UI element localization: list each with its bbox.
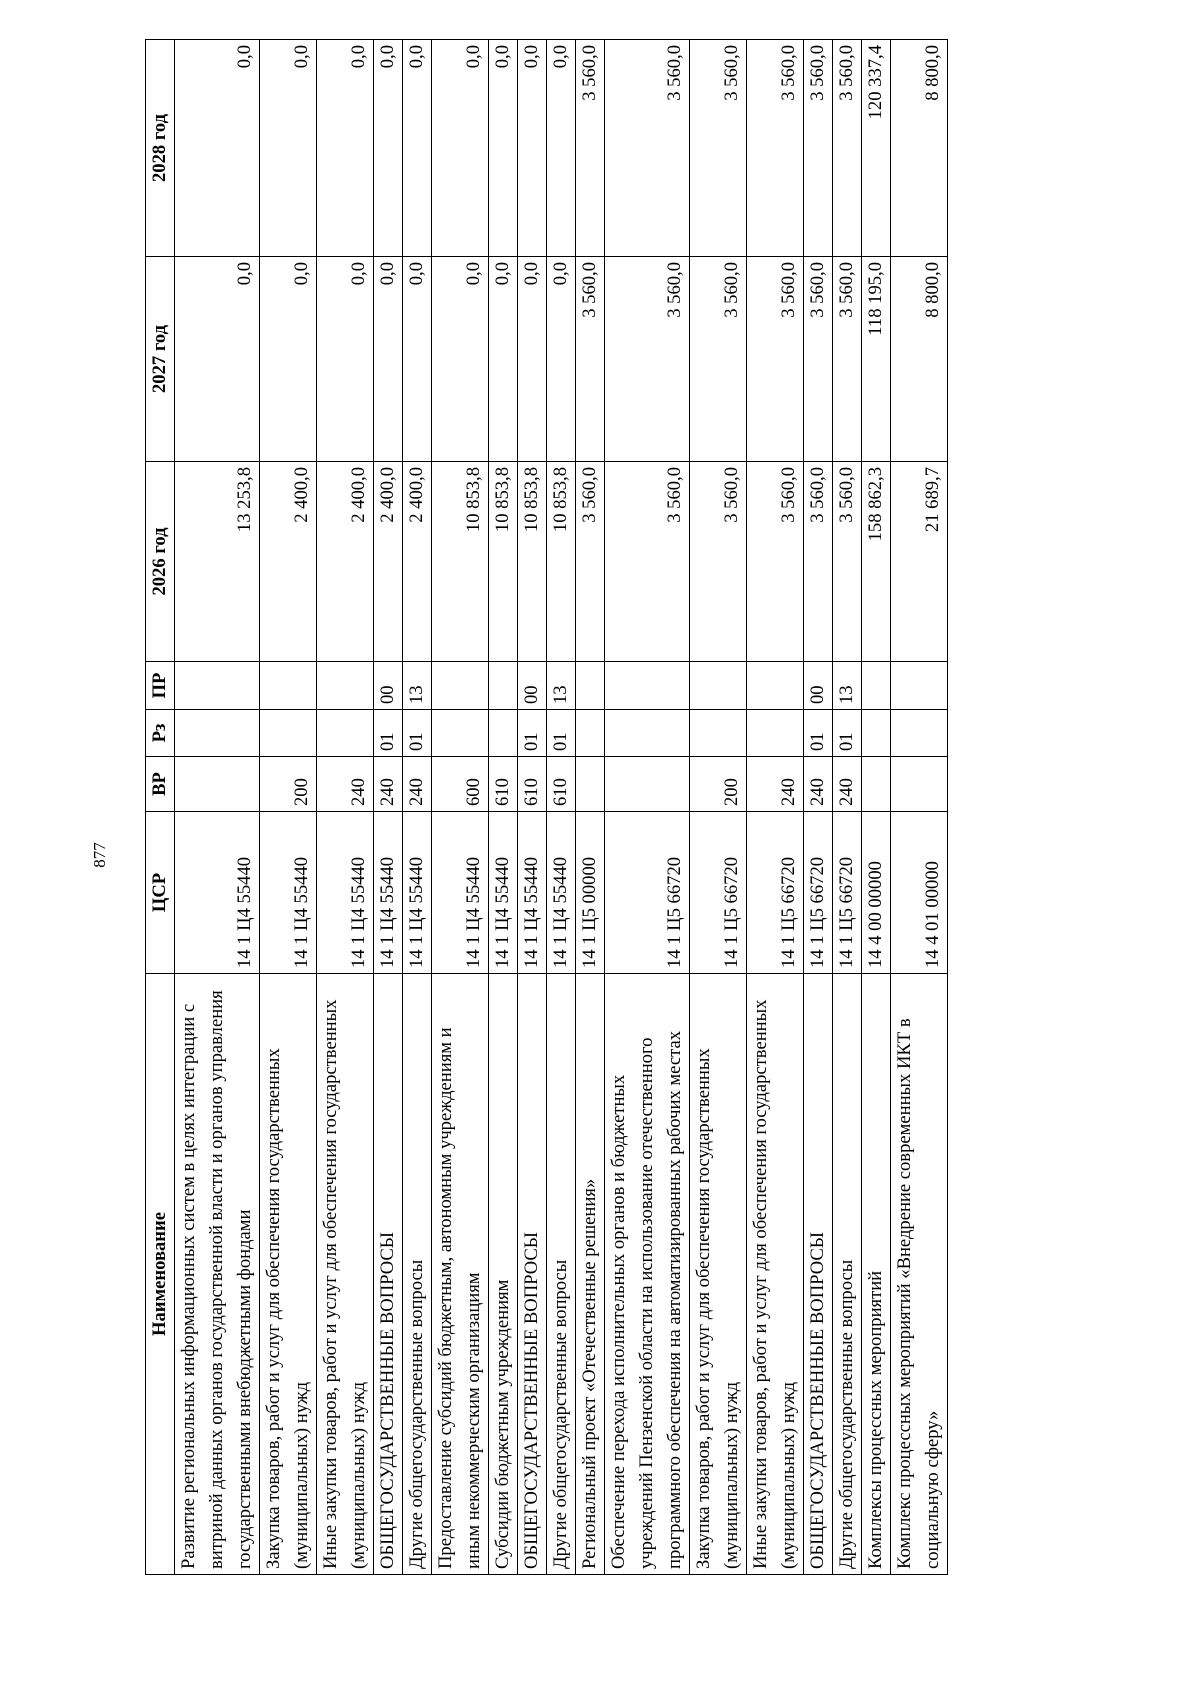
cell-name: Субсидии бюджетным учреждениям xyxy=(489,974,518,1575)
cell-vr: 610 xyxy=(489,757,518,812)
rotated-page-content xyxy=(145,40,1005,1575)
cell-2028: 0,0 xyxy=(403,40,432,257)
cell-name: Обеспечение перехода исполнительных органов и бюджетных учреждений Пензенской области на использование отечественного программного обеспечения на автоматизированных рабочих местах xyxy=(605,974,690,1575)
cell-2026: 3 560,0 xyxy=(833,462,862,662)
cell-vr: 610 xyxy=(547,757,576,812)
table-row xyxy=(518,40,547,1575)
cell-rz xyxy=(175,710,260,757)
cell-2027: 0,0 xyxy=(260,257,317,462)
table-row xyxy=(260,40,317,1575)
cell-csr: 14 4 01 00000 xyxy=(891,812,948,974)
cell-2028: 3 560,0 xyxy=(690,40,747,257)
header-2028: 2028 год xyxy=(146,40,175,257)
cell-2026: 10 853,8 xyxy=(518,462,547,662)
cell-2026: 2 400,0 xyxy=(403,462,432,662)
cell-2026: 3 560,0 xyxy=(747,462,804,662)
cell-2026: 3 560,0 xyxy=(690,462,747,662)
cell-2026: 2 400,0 xyxy=(260,462,317,662)
cell-vr: 600 xyxy=(432,757,489,812)
table-row xyxy=(747,40,804,1575)
table-row xyxy=(833,40,862,1575)
cell-2027: 0,0 xyxy=(403,257,432,462)
cell-rz: 01 xyxy=(833,710,862,757)
cell-csr: 14 1 Ц4 55440 xyxy=(432,812,489,974)
table-row xyxy=(432,40,489,1575)
cell-2026: 2 400,0 xyxy=(317,462,374,662)
cell-vr: 240 xyxy=(317,757,374,812)
page-number: 877 xyxy=(90,842,109,868)
cell-2027: 118 195,0 xyxy=(862,257,891,462)
cell-csr: 14 1 Ц4 55440 xyxy=(403,812,432,974)
cell-pr xyxy=(605,662,690,710)
cell-pr: 13 xyxy=(833,662,862,710)
cell-2028: 0,0 xyxy=(374,40,403,257)
header-2027: 2027 год xyxy=(146,257,175,462)
cell-2027: 3 560,0 xyxy=(747,257,804,462)
table-row xyxy=(862,40,891,1575)
cell-2027: 3 560,0 xyxy=(690,257,747,462)
cell-2027: 0,0 xyxy=(432,257,489,462)
cell-csr: 14 1 Ц5 66720 xyxy=(690,812,747,974)
cell-csr: 14 4 00 00000 xyxy=(862,812,891,974)
cell-2028: 3 560,0 xyxy=(576,40,605,257)
cell-2026: 10 853,8 xyxy=(489,462,518,662)
cell-vr: 610 xyxy=(518,757,547,812)
cell-vr: 240 xyxy=(403,757,432,812)
cell-rz xyxy=(260,710,317,757)
cell-2027: 3 560,0 xyxy=(804,257,833,462)
cell-pr xyxy=(576,662,605,710)
cell-vr xyxy=(862,757,891,812)
cell-name: ОБЩЕГОСУДАРСТВЕННЫЕ ВОПРОСЫ xyxy=(804,974,833,1575)
table-row xyxy=(605,40,690,1575)
cell-vr: 240 xyxy=(804,757,833,812)
header-name: Наименование xyxy=(146,974,175,1575)
cell-2027: 0,0 xyxy=(547,257,576,462)
cell-name: Предоставление субсидий бюджетным, автономным учреждениям и иным некоммерческим организациям xyxy=(432,974,489,1575)
cell-pr xyxy=(489,662,518,710)
cell-2026: 3 560,0 xyxy=(576,462,605,662)
cell-2026: 2 400,0 xyxy=(374,462,403,662)
cell-name: Комплексы процессных мероприятий xyxy=(862,974,891,1575)
cell-name: Развитие региональных информационных систем в целях интеграции с витриной данных органов государственной власти и органов управления государственными внебюджетными фондами xyxy=(175,974,260,1575)
table-row xyxy=(690,40,747,1575)
cell-name: Другие общегосударственные вопросы xyxy=(403,974,432,1575)
cell-2028: 3 560,0 xyxy=(747,40,804,257)
cell-pr xyxy=(260,662,317,710)
cell-2028: 0,0 xyxy=(432,40,489,257)
cell-2028: 0,0 xyxy=(260,40,317,257)
cell-name: Иные закупки товаров, работ и услуг для обеспечения государственных (муниципальных) нужд xyxy=(747,974,804,1575)
cell-csr: 14 1 Ц5 00000 xyxy=(576,812,605,974)
cell-2027: 0,0 xyxy=(518,257,547,462)
cell-pr: 13 xyxy=(547,662,576,710)
cell-2026: 13 253,8 xyxy=(175,462,260,662)
cell-name: ОБЩЕГОСУДАРСТВЕННЫЕ ВОПРОСЫ xyxy=(374,974,403,1575)
cell-csr: 14 1 Ц5 66720 xyxy=(747,812,804,974)
cell-2027: 8 800,0 xyxy=(891,257,948,462)
table-row xyxy=(374,40,403,1575)
header-pr: ПР xyxy=(146,662,175,710)
cell-rz xyxy=(432,710,489,757)
header-2026: 2026 год xyxy=(146,462,175,662)
cell-rz xyxy=(862,710,891,757)
cell-rz xyxy=(489,710,518,757)
cell-csr: 14 1 Ц4 55440 xyxy=(374,812,403,974)
header-vr: ВР xyxy=(146,757,175,812)
cell-rz: 01 xyxy=(518,710,547,757)
cell-rz xyxy=(317,710,374,757)
cell-2028: 0,0 xyxy=(317,40,374,257)
cell-2028: 8 800,0 xyxy=(891,40,948,257)
cell-pr: 00 xyxy=(374,662,403,710)
table-row xyxy=(576,40,605,1575)
cell-vr xyxy=(605,757,690,812)
table-row xyxy=(891,40,948,1575)
cell-vr: 240 xyxy=(747,757,804,812)
cell-csr: 14 1 Ц4 55440 xyxy=(518,812,547,974)
cell-csr: 14 1 Ц4 55440 xyxy=(260,812,317,974)
budget-table xyxy=(145,39,948,1575)
cell-name: Другие общегосударственные вопросы xyxy=(547,974,576,1575)
cell-rz xyxy=(690,710,747,757)
table-row xyxy=(489,40,518,1575)
cell-csr: 14 1 Ц4 55440 xyxy=(489,812,518,974)
table-row xyxy=(403,40,432,1575)
cell-rz xyxy=(891,710,948,757)
cell-rz: 01 xyxy=(374,710,403,757)
cell-csr: 14 1 Ц4 55440 xyxy=(175,812,260,974)
header-rz: Рз xyxy=(146,710,175,757)
cell-vr: 240 xyxy=(374,757,403,812)
cell-name: Другие общегосударственные вопросы xyxy=(833,974,862,1575)
cell-vr xyxy=(576,757,605,812)
cell-2027: 3 560,0 xyxy=(576,257,605,462)
cell-csr: 14 1 Ц4 55440 xyxy=(317,812,374,974)
cell-2027: 3 560,0 xyxy=(605,257,690,462)
header-row xyxy=(146,40,175,1575)
cell-pr xyxy=(747,662,804,710)
cell-2026: 3 560,0 xyxy=(804,462,833,662)
cell-csr: 14 1 Ц4 55440 xyxy=(547,812,576,974)
cell-2026: 21 689,7 xyxy=(891,462,948,662)
cell-2028: 3 560,0 xyxy=(804,40,833,257)
cell-name: Комплекс процессных мероприятий «Внедрение современных ИКТ в социальную сферу» xyxy=(891,974,948,1575)
cell-2028: 120 337,4 xyxy=(862,40,891,257)
cell-rz: 01 xyxy=(804,710,833,757)
cell-pr xyxy=(317,662,374,710)
cell-2027: 0,0 xyxy=(175,257,260,462)
cell-2027: 3 560,0 xyxy=(833,257,862,462)
cell-2028: 3 560,0 xyxy=(605,40,690,257)
cell-name: Закупка товаров, работ и услуг для обеспечения государственных (муниципальных) нужд xyxy=(260,974,317,1575)
cell-2028: 0,0 xyxy=(489,40,518,257)
cell-2028: 0,0 xyxy=(547,40,576,257)
cell-2028: 0,0 xyxy=(175,40,260,257)
table-row xyxy=(547,40,576,1575)
cell-name: Иные закупки товаров, работ и услуг для обеспечения государственных (муниципальных) нужд xyxy=(317,974,374,1575)
table-row xyxy=(804,40,833,1575)
cell-2028: 3 560,0 xyxy=(833,40,862,257)
cell-pr: 00 xyxy=(518,662,547,710)
cell-name: Закупка товаров, работ и услуг для обеспечения государственных (муниципальных) нужд xyxy=(690,974,747,1575)
cell-2027: 0,0 xyxy=(489,257,518,462)
table-row xyxy=(317,40,374,1575)
cell-2026: 3 560,0 xyxy=(605,462,690,662)
cell-rz: 01 xyxy=(547,710,576,757)
cell-csr: 14 1 Ц5 66720 xyxy=(833,812,862,974)
cell-rz: 01 xyxy=(403,710,432,757)
cell-vr: 200 xyxy=(690,757,747,812)
cell-pr: 13 xyxy=(403,662,432,710)
cell-vr: 200 xyxy=(260,757,317,812)
cell-name: Региональный проект «Отечественные решения» xyxy=(576,974,605,1575)
cell-vr: 240 xyxy=(833,757,862,812)
cell-csr: 14 1 Ц5 66720 xyxy=(804,812,833,974)
cell-name: ОБЩЕГОСУДАРСТВЕННЫЕ ВОПРОСЫ xyxy=(518,974,547,1575)
cell-2028: 0,0 xyxy=(518,40,547,257)
cell-csr: 14 1 Ц5 66720 xyxy=(605,812,690,974)
cell-2027: 0,0 xyxy=(317,257,374,462)
cell-pr xyxy=(891,662,948,710)
cell-2026: 158 862,3 xyxy=(862,462,891,662)
cell-pr xyxy=(432,662,489,710)
table-row xyxy=(175,40,260,1575)
header-csr: ЦСР xyxy=(146,812,175,974)
cell-pr xyxy=(862,662,891,710)
cell-pr xyxy=(175,662,260,710)
cell-2026: 10 853,8 xyxy=(547,462,576,662)
cell-rz xyxy=(747,710,804,757)
cell-vr xyxy=(891,757,948,812)
cell-vr xyxy=(175,757,260,812)
cell-rz xyxy=(605,710,690,757)
cell-rz xyxy=(576,710,605,757)
cell-2027: 0,0 xyxy=(374,257,403,462)
cell-2026: 10 853,8 xyxy=(432,462,489,662)
cell-pr xyxy=(690,662,747,710)
cell-pr: 00 xyxy=(804,662,833,710)
